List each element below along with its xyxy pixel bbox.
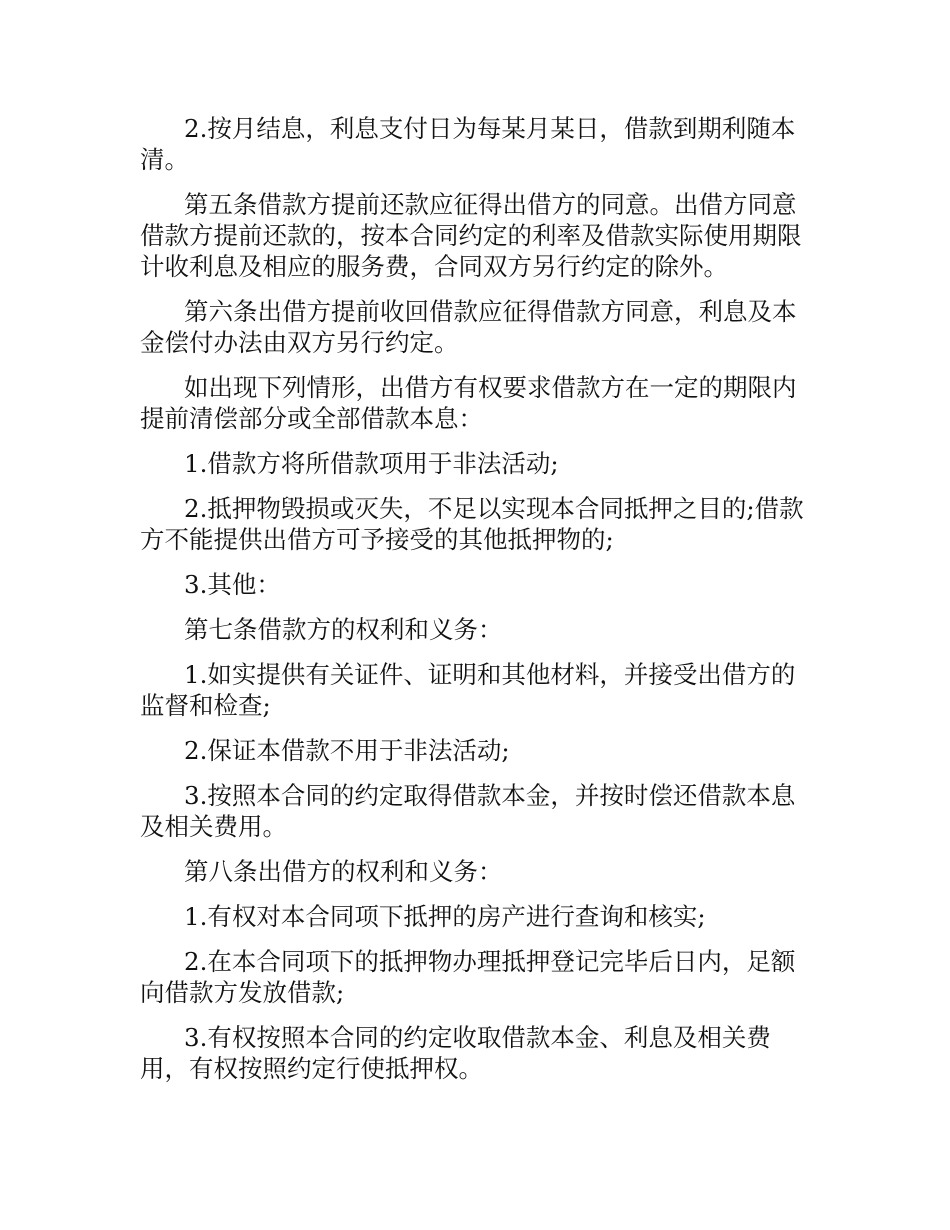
paragraph-interest-settlement: 2.按月结息，利息支付日为每某月某日，借款到期利随本清。: [140, 114, 796, 174]
paragraph-early-repayment-conditions: 如出现下列情形，出借方有权要求借款方在一定的期限内提前清偿部分或全部借款本息：: [140, 373, 797, 433]
list-item-collateral-loss: 2.抵押物毁损或灭失，不足以实现本合同抵押之目的;借款方不能提供出借方可予接受的其他抵押物的;: [140, 494, 804, 554]
list-item-repay-on-time: 3.按照本合同的约定取得借款本金，并按时偿还借款本息及相关费用。: [140, 781, 796, 841]
list-item-no-illegal-use: 2.保证本借款不用于非法活动;: [184, 736, 510, 765]
document-body: [140, 113, 810, 1098]
paragraph-article-8-heading: 第八条出借方的权利和义务：: [184, 857, 503, 886]
list-item-issue-loan: 2.在本合同项下的抵押物办理抵押登记完毕后日内，足额向借款方发放借款;: [140, 947, 796, 1007]
list-item-other: 3.其他：: [184, 570, 281, 599]
list-item-provide-documents: 1.如实提供有关证件、证明和其他材料，并接受出借方的监督和检查;: [140, 660, 796, 720]
paragraph-article-5: 第五条借款方提前还款应征得出借方的同意。出借方同意借款方提前还款的，按本合同约定的利率及借款实际使用期限计收利息及相应的服务费，合同双方另行约定的除外。: [140, 190, 802, 281]
list-item-collect-repayment: 3.有权按照本合同的约定收取借款本金、利息及相关费用，有权按照约定行使抵押权。: [140, 1023, 771, 1083]
paragraph-article-7-heading: 第七条借款方的权利和义务：: [184, 615, 503, 644]
paragraph-article-6: 第六条出借方提前收回借款应征得借款方同意，利息及本金偿付办法由双方另行约定。: [140, 297, 797, 357]
list-item-verify-property: 1.有权对本合同项下抵押的房产进行查询和核实;: [184, 902, 706, 931]
list-item-illegal-use: 1.借款方将所借款项用于非法活动;: [184, 449, 559, 478]
